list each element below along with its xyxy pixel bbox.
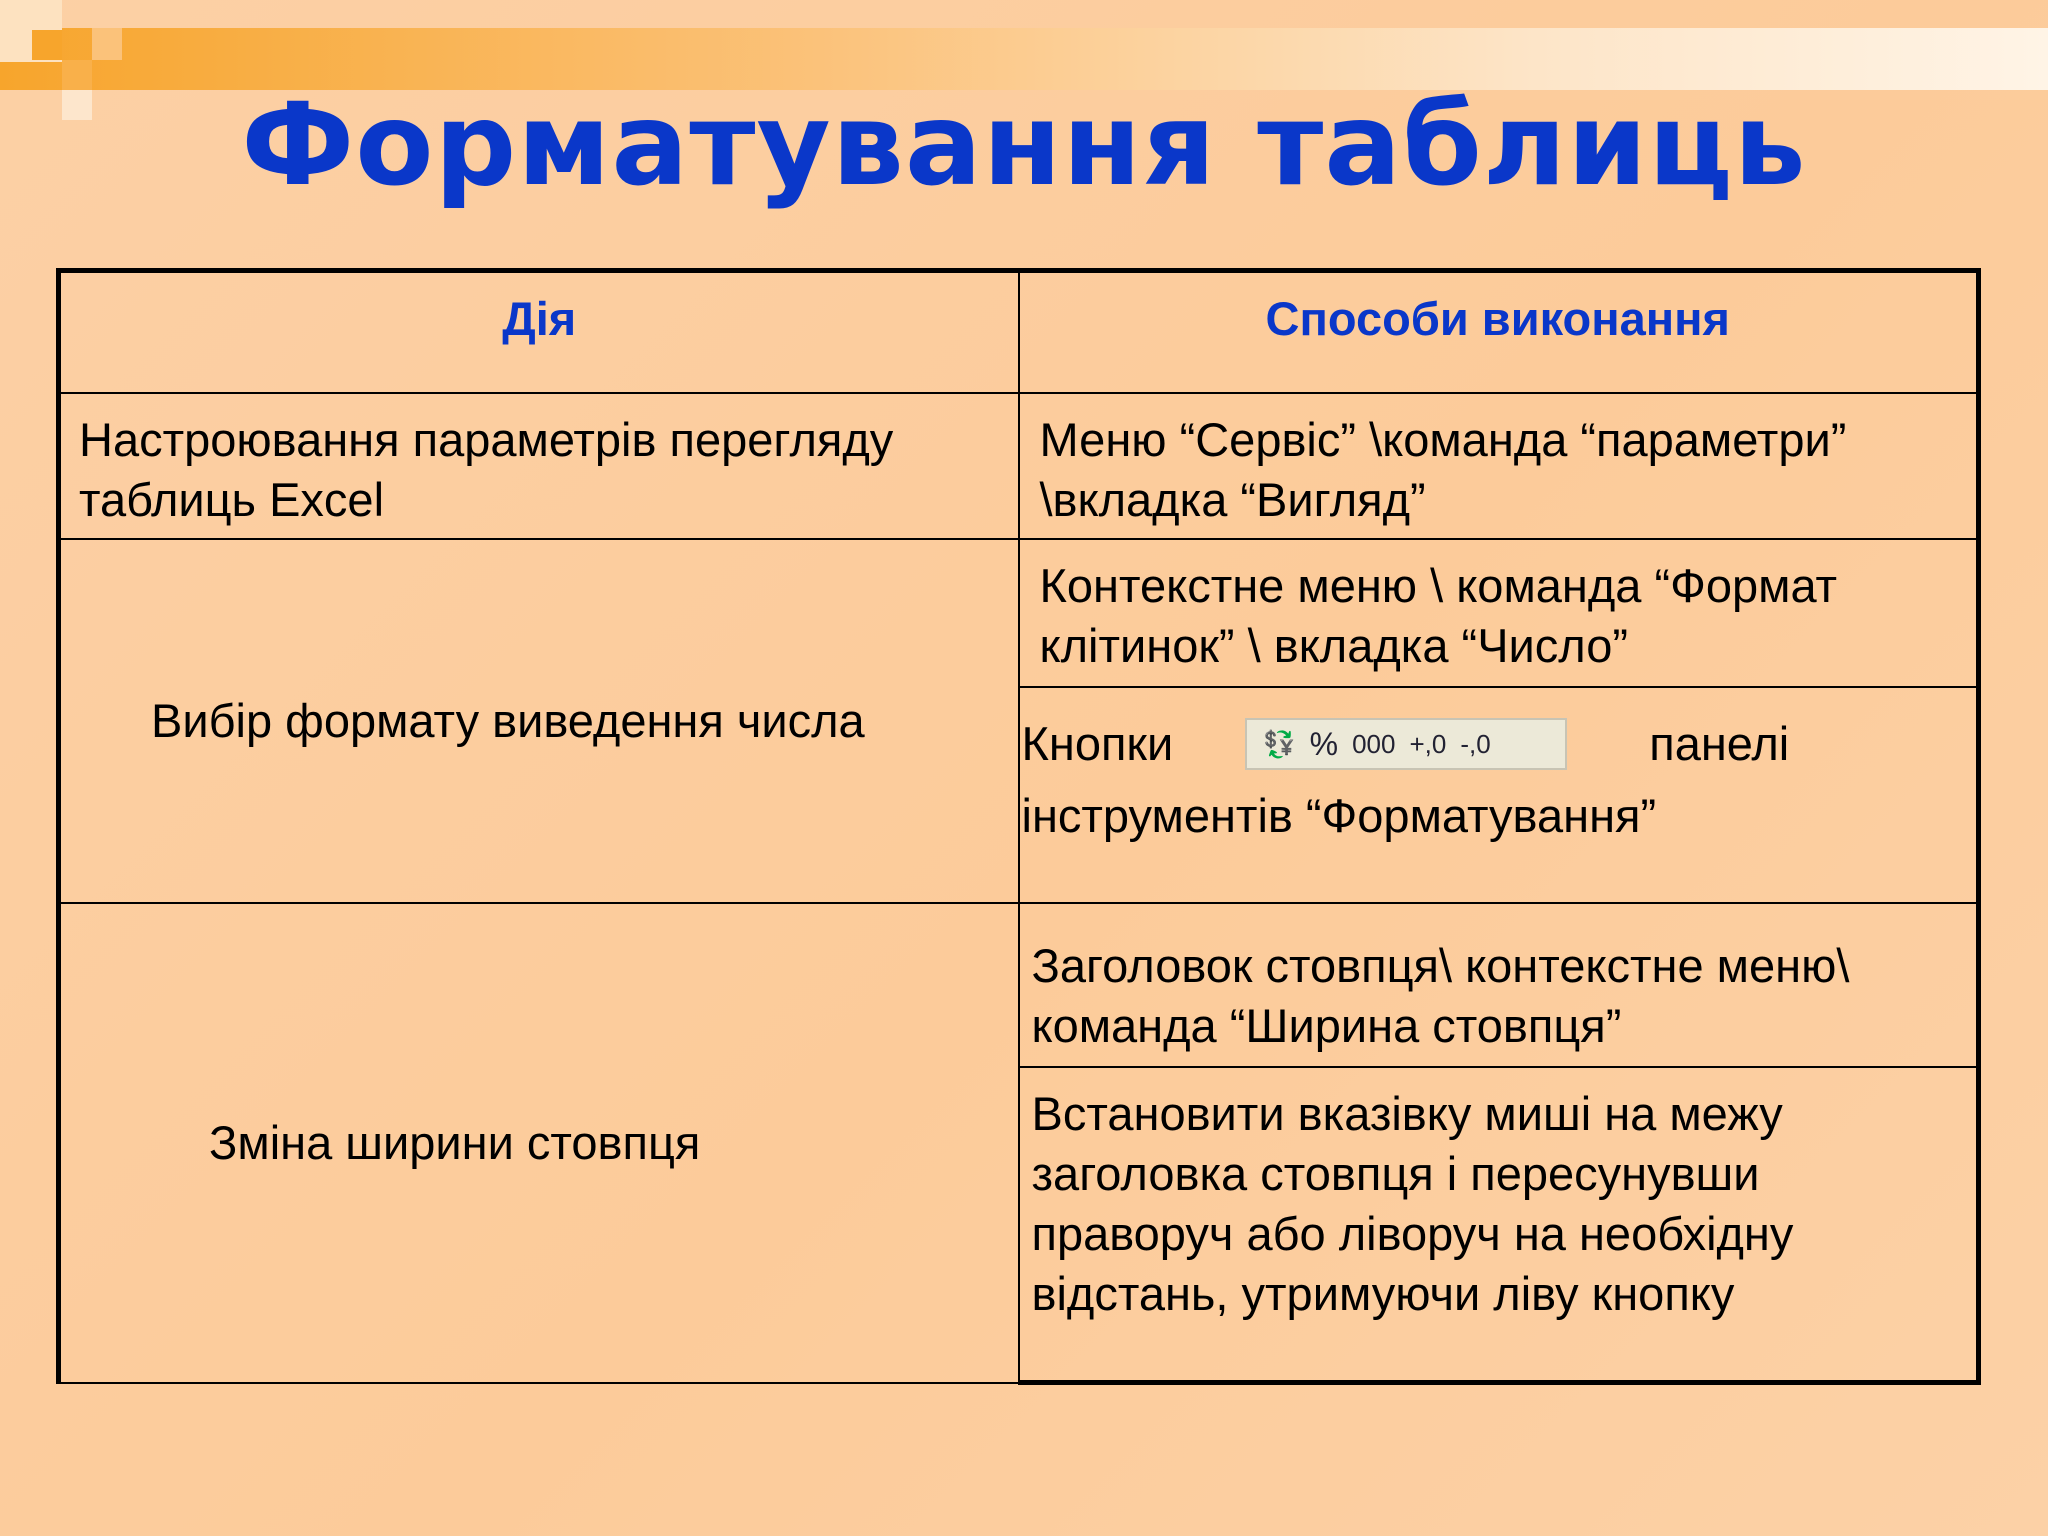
table-row: [59, 903, 1979, 1067]
cell-action: [59, 903, 1019, 1383]
cell-method: Меню “Сервіс” \команда “параметри” \вкладка “Вигляд”: [1019, 393, 1979, 539]
decor-square: [92, 28, 122, 60]
formatting-table: [56, 268, 1981, 1385]
header-action: Дія: [59, 271, 1019, 393]
cell-method: Встановити вказівку миші на межу заголовка стовпця і пересунувши праворуч або ліворуч на необхідну відстань, утримуючи ліву кнопку: [1019, 1067, 1979, 1383]
currency-style-icon[interactable]: 💱: [1263, 728, 1296, 759]
cell-action-text: Зміна ширини стовпця: [209, 1116, 701, 1169]
buttons-prefix: Кнопки: [1021, 716, 1174, 770]
slide-title: Форматування таблиць: [241, 78, 1807, 211]
buttons-line: [1022, 700, 1977, 780]
buttons-suffix: інструментів “Форматування”: [1021, 788, 1657, 842]
cell-method: Контекстне меню \ команда “Формат клітинок” \ вкладка “Число”: [1019, 539, 1979, 687]
header-methods: Способи виконання: [1019, 271, 1979, 393]
cell-action-text: Вибір формату виведення числа: [151, 694, 865, 747]
comma-style-icon[interactable]: 000: [1352, 728, 1396, 759]
percent-style-icon[interactable]: %: [1309, 725, 1339, 762]
table-row: [59, 539, 1979, 687]
decor-square: [32, 30, 62, 60]
buttons-mid: панелі: [1649, 716, 1790, 770]
cell-method: [1019, 687, 1979, 903]
cell-method: Заголовок стовпця\ контекстне меню\ команда “Ширина стовпця”: [1019, 903, 1979, 1067]
table-header-row: [59, 271, 1979, 393]
formatting-toolbar: [1245, 718, 1567, 770]
cell-action: [59, 539, 1019, 903]
table-row: [59, 393, 1979, 539]
increase-decimal-icon[interactable]: +,0: [1409, 728, 1447, 759]
cell-action: Настроювання параметрів перегляду таблиць Excel: [59, 393, 1019, 539]
decrease-decimal-icon[interactable]: -,0: [1460, 728, 1491, 759]
